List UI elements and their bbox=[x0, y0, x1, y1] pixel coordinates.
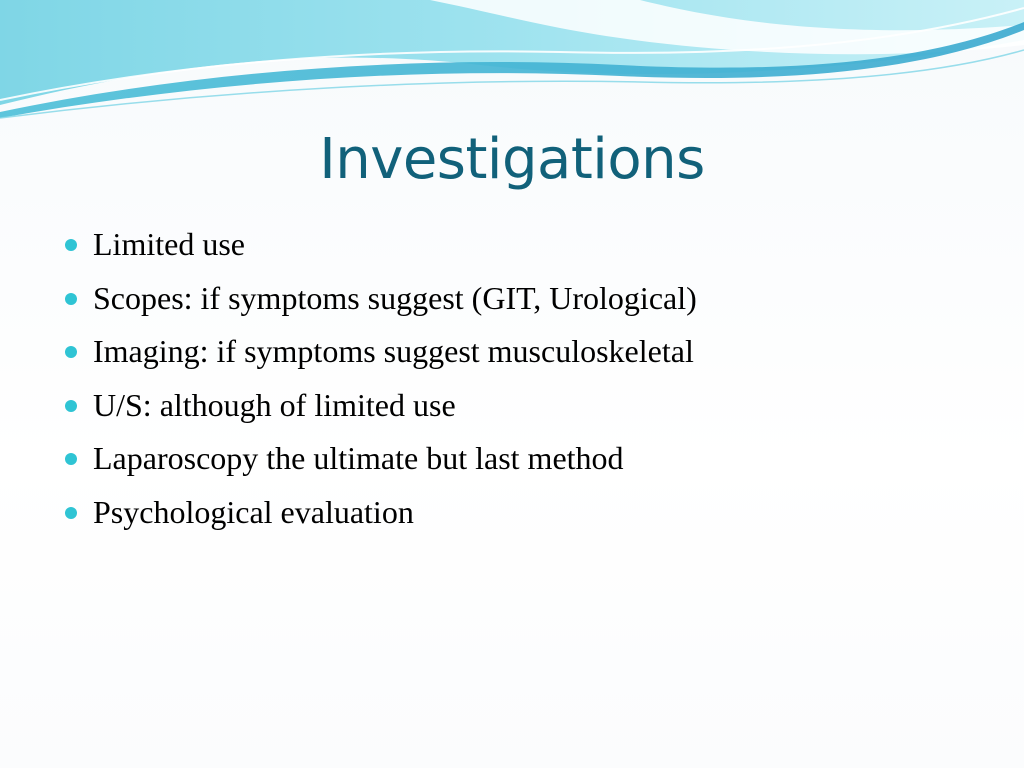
slide-title: Investigations bbox=[319, 127, 705, 192]
bullet-item bbox=[62, 272, 962, 326]
bullet-dot-icon bbox=[65, 293, 77, 305]
bullet-dot-icon bbox=[65, 239, 77, 251]
bullet-dot-icon bbox=[65, 453, 77, 465]
bullet-text: Limited use bbox=[93, 226, 245, 262]
bullet-text: Laparoscopy the ultimate but last method bbox=[93, 440, 624, 477]
bullet-text: U/S: although of limited use bbox=[93, 386, 456, 423]
bullet-item bbox=[62, 325, 962, 379]
bullet-item bbox=[62, 218, 962, 272]
bullet-text: Psychological evaluation bbox=[93, 493, 414, 530]
bullet-item bbox=[62, 379, 962, 433]
bullet-dot-icon bbox=[65, 507, 77, 519]
bullet-item bbox=[62, 432, 962, 486]
bullet-list bbox=[62, 218, 962, 540]
bullet-text: Imaging: if symptoms suggest musculoskeletal bbox=[93, 333, 694, 370]
bullet-dot-icon bbox=[65, 346, 77, 358]
bullet-text: Scopes: if symptoms suggest (GIT, Urological) bbox=[93, 279, 697, 316]
bullet-item bbox=[62, 486, 962, 540]
bullet-dot-icon bbox=[65, 400, 77, 412]
wave-header-decoration bbox=[0, 0, 1024, 130]
